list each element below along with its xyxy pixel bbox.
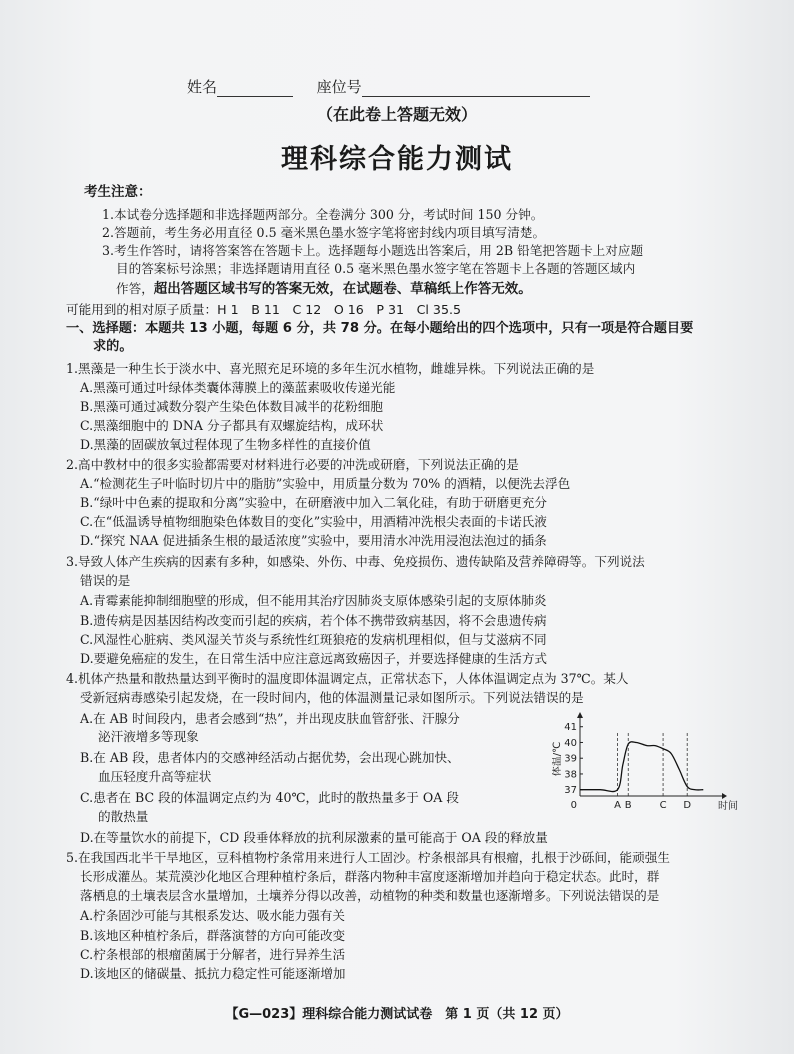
- question-5-stem-line-2: 长形成灌丛。某荒漠沙化地区合理种植柠条后，群落内物种丰富度逐渐增加并趋向于稳定状态。此时，群: [80, 869, 660, 884]
- x-axis-label: 时间: [718, 801, 738, 812]
- no-answer-notice: （在此卷上答题无效）: [316, 105, 477, 124]
- name-label: 姓名: [187, 78, 218, 96]
- atomic-masses: 可能用到的相对原子质量：H 1 B 11 C 12 O 16 P 31 Cl 35.5: [66, 302, 461, 317]
- question-4-option-b-line-2: 血压轻度升高等症状: [98, 769, 212, 784]
- x-point-label-b: B: [624, 800, 632, 811]
- page-footer: 【G—023】理科综合能力测试试卷 第 1 页（共 12 页）: [225, 1007, 569, 1022]
- y-tick-label: 37: [564, 785, 577, 797]
- instruction-item-3-line-1: 3.考生作答时，请将答案答在答题卡上。选择题每小题选出答案后，用 2B 铅笔把答题卡上对应题: [102, 243, 644, 258]
- x-axis-arrow: [722, 793, 727, 799]
- y-tick-label: 39: [564, 753, 577, 765]
- page-title: 理科综合能力测试: [281, 144, 513, 175]
- question-1-option-a: A.黑藻可通过叶绿体类囊体薄膜上的藻蓝素吸收传递光能: [80, 380, 396, 395]
- candidate-info-line: [187, 76, 590, 97]
- question-4-stem-line-1: 4.机体产热量和散热量达到平衡时的温度即体温调定点，正常状态下，人体体温调定点为 37℃。某人: [66, 671, 629, 686]
- question-4-option-a-line-1: A.在 AB 时间段内，患者会感到“热”，并出现皮肤血管舒张、汗腺分: [80, 711, 460, 726]
- instruction-item-3-line-2: 目的答案标号涂黑；非选择题请用直径 0.5 毫米黑色墨水签字笔在答题卡上各题的答题区域内: [116, 261, 636, 276]
- question-5-option-c: C.柠条根部的根瘤菌属于分解者，进行异养生活: [80, 947, 346, 962]
- instruction-item-2: 2.答题前，考生务必用直径 0.5 毫米黑色墨水签字笔将密封线内项目填写清楚。: [102, 225, 546, 240]
- seat-blank: [362, 81, 590, 97]
- question-2-option-b: B.“绿叶中色素的提取和分离”实验中，在研磨液中加入二氧化硅，有助于研磨更充分: [80, 495, 547, 510]
- question-4-option-c-line-1: C.患者在 BC 段的体温调定点约为 40℃，此时的散热量多于 OA 段: [80, 790, 459, 805]
- x-point-label-d: D: [683, 800, 692, 811]
- instruction-item-3-line-3: [116, 280, 532, 298]
- question-4-option-d: D.在等量饮水的前提下，CD 段垂体释放的抗利尿激素的量可能高于 OA 段的释放量: [80, 830, 548, 845]
- y-tick-label: 41: [564, 722, 577, 734]
- question-2-option-a: A.“检测花生子叶临时切片中的脂肪”实验中，用质量分数为 70% 的酒精，以便洗去浮色: [80, 476, 571, 491]
- name-blank: [217, 81, 293, 97]
- origin-label: 0: [570, 800, 577, 811]
- question-3-option-b: B.遗传病是因基因结构改变而引起的疾病，若个体不携带致病基因，将不会患遗传病: [80, 613, 547, 628]
- question-1-option-c: C.黑藻细胞中的 DNA 分子都具有双螺旋结构，成环状: [80, 418, 384, 433]
- question-3-option-a: A.青霉素能抑制细胞壁的形成，但不能用其治疗因肺炎支原体感染引起的支原体肺炎: [80, 593, 547, 608]
- x-point-label-a: A: [614, 800, 621, 811]
- question-2-option-d: D.“探究 NAA 促进插条生根的最适浓度”实验中，要用清水冲洗用浸泡法泡过的插条: [80, 533, 547, 548]
- question-1-option-b: B.黑藻可通过减数分裂产生染色体数目减半的花粉细胞: [80, 399, 383, 414]
- question-3-option-c: C.风湿性心脏病、类风湿关节炎与系统性红斑狼疮的发病机理相似，但与艾滋病不同: [80, 632, 547, 647]
- question-3-stem-line-2: 错误的是: [80, 573, 131, 588]
- y-tick-label: 40: [564, 737, 577, 749]
- instruction-item-1: 1.本试卷分选择题和非选择题两部分。全卷满分 300 分，考试时间 150 分钟。: [102, 207, 544, 222]
- y-axis-label: 体温/℃: [552, 741, 563, 777]
- seat-label: 座位号: [316, 78, 362, 96]
- section-heading-line-1: 一、选择题：本题共 13 小题，每题 6 分，共 78 分。在每小题给出的四个选项中，只有一项是符合题目要: [66, 321, 694, 336]
- question-3-stem-line-1: 3.导致人体产生疾病的因素有多种，如感染、外伤、中毒、免疫损伤、遗传缺陷及营养障碍等。下列说法: [66, 554, 645, 569]
- question-2-stem: 2.高中教材中的很多实验都需要对材料进行必要的冲洗或研磨，下列说法正确的是: [66, 457, 519, 472]
- question-3-option-d: D.要避免癌症的发生，在日常生活中应注意远离致癌因子，并要选择健康的生活方式: [80, 651, 548, 666]
- question-4-option-a-line-2: 泌汗液增多等现象: [98, 729, 199, 744]
- temperature-curve: [580, 742, 703, 792]
- question-4-option-b-line-1: B.在 AB 段，患者体内的交感神经活动占据优势，会出现心跳加快、: [80, 750, 460, 765]
- question-4-option-c-line-2: 的散热量: [98, 809, 149, 824]
- question-5-option-d: D.该地区的储碳量、抵抗力稳定性可能逐渐增加: [80, 966, 346, 981]
- instruction-item-3-bold: 超出答题区域书写的答案无效，在试题卷、草稿纸上作答无效。: [153, 281, 532, 297]
- section-heading-line-2: 求的。: [93, 339, 133, 354]
- question-1-option-d: D.黑藻的固碳放氧过程体现了生物多样性的直接价值: [80, 437, 371, 452]
- question-5-option-a: A.柠条固沙可能与其根系发达、吸水能力强有关: [80, 908, 345, 923]
- y-axis-arrow: [577, 712, 583, 718]
- question-5-stem-line-3: 落栖息的土壤表层含水量增加，土壤养分得以改善，动植物的种类和数量也逐渐增多。下列说法错误的是: [80, 888, 660, 903]
- instruction-item-3-normal: 作答，: [116, 281, 154, 296]
- instructions-heading: 考生注意：: [84, 184, 152, 200]
- question-5-stem-line-1: 5.在我国西北半干旱地区，豆科植物柠条常用来进行人工固沙。柠条根部具有根瘤，扎根于沙砾间，能顽强生: [66, 850, 670, 865]
- question-4-stem-line-2: 受新冠病毒感染引起发烧，在一段时间内，他的体温测量记录如图所示。下列说法错误的是: [80, 690, 584, 705]
- y-tick-label: 38: [564, 769, 577, 781]
- question-1-stem: 1.黑藻是一种生长于淡水中、喜光照充足环境的多年生沉水植物，雌雄异株。下列说法正确的是: [66, 361, 595, 376]
- question-5-option-b: B.该地区种植柠条后，群落演替的方向可能改变: [80, 928, 346, 943]
- question-2-option-c: C.在“低温诱导植物细胞染色体数目的变化”实验中，用酒精冲洗根尖表面的卡诺氏液: [80, 514, 547, 529]
- body-temperature-chart: [552, 712, 744, 820]
- x-point-label-c: C: [659, 800, 667, 811]
